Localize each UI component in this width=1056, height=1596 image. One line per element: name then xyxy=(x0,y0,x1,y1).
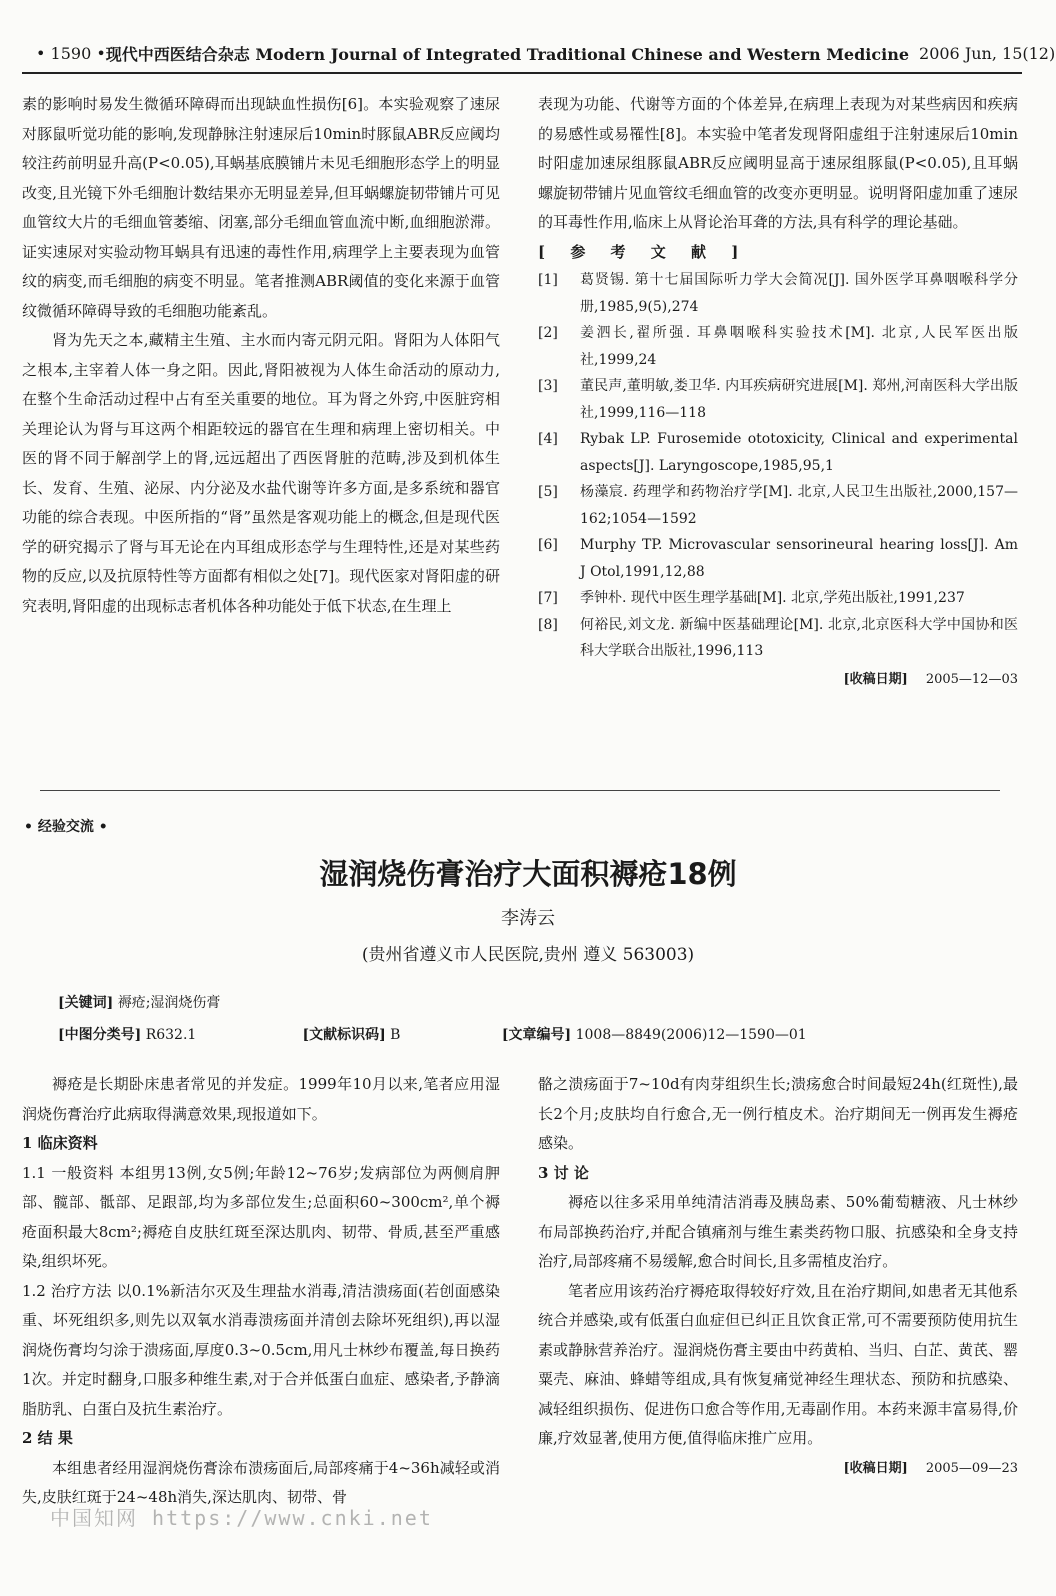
watermark: 中国知网 https://www.cnki.net xyxy=(50,1506,433,1530)
doc-label: [文献标识码] xyxy=(302,1027,386,1043)
reference-item xyxy=(538,320,1018,373)
article-title: 湿润烧伤膏治疗大面积褥疮18例 xyxy=(319,857,737,891)
reference-item xyxy=(538,479,1018,532)
reference-item xyxy=(538,373,1018,426)
classification-line xyxy=(58,1024,958,1044)
page-number: • 1590 • xyxy=(36,43,106,63)
reference-item xyxy=(538,267,1018,320)
reference-item xyxy=(538,612,1018,665)
journal-title: 现代中西医结合杂志 Modern Journal of Integrated Traditional Chinese and Western Medicine xyxy=(105,44,910,64)
heading-clinical-data: 1 临床资料 xyxy=(22,1134,98,1152)
received-date-line xyxy=(538,665,1018,695)
keywords-line xyxy=(58,992,220,1012)
author: 李涛云 xyxy=(501,908,555,929)
reference-text: 何裕民,刘文龙. 新编中医基础理论[M]. 北京,北京医科大学中国协和医科大学联合出版社,1996,113 xyxy=(580,616,1018,659)
results-paragraph: 本组患者经用湿润烧伤膏涂布溃疡面后,局部疼痛于4~36h减轻或消失,皮肤红斑于24~48h消失,深达肌肉、韧带、骨 xyxy=(22,1458,500,1506)
article-number-label: [文章编号] xyxy=(501,1027,572,1043)
reference-text: Rybak LP. Furosemide ototoxicity, Clinical and experimental aspects[J]. Laryngoscope,1985,95,1 xyxy=(580,431,1018,474)
reference-text: 季钟朴. 现代中医生理学基础[M]. 北京,学苑出版社,1991,237 xyxy=(580,590,965,606)
reference-item xyxy=(538,532,1018,585)
prev-paragraph: 素的影响时易发生微循环障碍而出现缺血性损伤[6]。本实验观察了速尿对豚鼠听觉功能的影响,发现静脉注射速尿后10min时豚鼠ABR反应阈均较注药前明显升高(P<0.05),耳蜗基底膜铺片未见毛细胞形态学上的明显改变,且光镜下外毛细胞计数结果亦无明显差异,但耳蜗螺旋韧带铺片可见血管纹大片的毛细血管萎缩、闭塞,部分毛细血管血流中断,血细胞淤滞。证实速尿对实验动物耳蜗具有迅速的毒性作用,病理学上主要表现为血管纹的病变,而毛细胞的病变不明显。笔者推测ABR阈值的变化来源于血管纹微循环障碍导致的毛细胞功能紊乱。 xyxy=(22,95,500,320)
received-date: 2005—09—23 xyxy=(925,1460,1018,1476)
prev-paragraph: 表现为功能、代谢等方面的个体差异,在病理上表现为对某些病因和疾病的易感性或易罹性[8]。本实验中笔者发现肾阳虚组于注射速尿后10min时阳虚加速尿组豚鼠ABR反应阈明显高于速尿组豚鼠(P<0.05),且耳蜗螺旋韧带铺片见血管纹毛细血管的改变亦更明显。说明肾阳虚加重了速尿的耳毒性作用,临床上从肾论治耳聋的方法,具有科学的理论基础。 xyxy=(538,95,1019,231)
reference-number: [6] xyxy=(538,537,558,553)
discussion-paragraph: 褥疮以往多采用单纯清洁消毒及胰岛素、50%葡萄糖液、凡士林纱布局部换药治疗,并配合镇痛剂与维生素类药物口服、抗感染和全身支持治疗,局部疼痛不易缓解,愈合时间长,且多需植皮治疗。 xyxy=(538,1193,1018,1270)
prev-article-left-column xyxy=(22,90,500,621)
article-right-column xyxy=(538,1070,1018,1483)
references-heading: [ 参 考 文 献 ] xyxy=(538,242,749,261)
prev-paragraph: 肾为先天之本,藏精主生殖、主水而内寄元阴元阳。肾阳为人体阳气之根本,主宰着人体一身之阳。因此,肾阳被视为人体生命活动的原动力,在整个生命活动过程中占有至关重要的地位。耳为肾之外窍,中医脏窍相关理论认为肾与耳这两个相距较远的器官在生理和病理上密切相关。中医的肾不同于解剖学上的肾,远远超出了西医肾脏的范畴,涉及到机体生长、发育、生殖、泌尿、内分泌及水盐代谢等许多方面,是多系统和器官功能的综合表现。中医所指的“肾”虽然是客观功能上的概念,但是现代医学的研究揭示了肾与耳无论在内耳组成形态学与生理特性,还是对某些药物的反应,以及抗原特性等方面都有相似之处[7]。现代医家对肾阳虚的研究表明,肾阳虚的出现标志者机体各种功能处于低下状态,在生理上 xyxy=(22,331,500,615)
header-rule xyxy=(22,72,1022,74)
heading-results: 2 结 果 xyxy=(22,1429,73,1447)
article-divider xyxy=(40,790,1000,791)
reference-text: 董民声,董明敏,娄卫华. 内耳疾病研究进展[M]. 郑州,河南医科大学出版社,1999,116—118 xyxy=(580,378,1018,421)
reference-list xyxy=(538,267,1018,665)
treatment-paragraph: 1.2 治疗方法 以0.1%新洁尔灭及生理盐水消毒,清洁溃疡面(若创面感染重、坏死组织多,则先以双氧水消毒溃疡面并清创去除坏死组织),再以湿润烧伤膏均匀涂于溃疡面,厚度0.3~0.5cm,用凡士林纱布覆盖,每日换药1次。并定时翻身,口服多种维生素,对于合并低蛋白血症、感染者,予静滴脂肪乳、白蛋白及抗生素治疗。 xyxy=(22,1281,500,1418)
reference-number: [1] xyxy=(538,272,558,288)
keywords-label: [关键词] xyxy=(58,995,114,1011)
affiliation: (贵州省遵义市人民医院,贵州 遵义 563003) xyxy=(361,945,695,965)
issue-date: 2006 Jun, 15(12) xyxy=(919,43,1056,63)
reference-text: 杨藻宸. 药理学和药物治疗学[M]. 北京,人民卫生出版社,2000,157—162;1054—1592 xyxy=(580,484,1018,527)
running-header xyxy=(28,36,1056,70)
clc-label: [中图分类号] xyxy=(58,1027,142,1043)
heading-discussion: 3 讨 论 xyxy=(538,1163,589,1182)
reference-text: 葛贤锡. 第十七届国际听力学大会简况[J]. 国外医学耳鼻咽喉科学分册,1985,9(5),274 xyxy=(580,272,1018,315)
reference-number: [3] xyxy=(538,378,558,394)
received-label: [收稿日期] xyxy=(843,671,908,687)
keywords: 褥疮;湿润烧伤膏 xyxy=(117,995,221,1011)
reference-number: [8] xyxy=(538,616,558,633)
reference-item xyxy=(538,426,1018,479)
received-label: [收稿日期] xyxy=(843,1460,908,1476)
clc-value: R632.1 xyxy=(145,1027,197,1043)
reference-number: [7] xyxy=(538,590,558,606)
results-continued: 骼之溃疡面于7~10d有肉芽组织生长;溃疡愈合时间最短24h(红斑性),最长2个月;皮肤均自行愈合,无一例行植皮术。治疗期间无一例再发生褥疮感染。 xyxy=(538,1075,1018,1152)
reference-number: [2] xyxy=(538,325,558,341)
doc-value: B xyxy=(390,1027,401,1043)
reference-number: [4] xyxy=(538,431,558,447)
reference-text: 姜泗长,翟所强. 耳鼻咽喉科实验技术[M]. 北京,人民军医出版社,1999,24 xyxy=(580,325,1018,368)
article-number: 1008—8849(2006)12—1590—01 xyxy=(575,1027,807,1043)
discussion-paragraph: 笔者应用该药治疗褥疮取得较好疗效,且在治疗期间,如患者无其他系统合并感染,或有低蛋白血症但已纠正且饮食正常,可不需要预防使用抗生素或静脉营养治疗。湿润烧伤膏主要由中药黄柏、当归、白芷、黄芪、罂粟壳、麻油、蜂蜡等组成,具有恢复痛觉神经生理状态、预防和抗感染、减轻组织损伤、促进伤口愈合等作用,无毒副作用。本药来源丰富易得,价廉,疗效显著,使用方便,值得临床推广应用。 xyxy=(538,1281,1019,1447)
general-data-paragraph: 1.1 一般资料 本组男13例,女5例;年龄12~76岁;发病部位为两侧肩胛部、髋部、骶部、足跟部,均为多部位发生;总面积60~300cm²,单个褥疮面积最大8cm²;褥疮自皮肤红斑至深达肌肉、韧带、骨质,甚至严重感染,组织坏死。 xyxy=(22,1163,500,1270)
reference-text: Murphy TP. Microvascular sensorineural hearing loss[J]. Am J Otol,1991,12,88 xyxy=(580,537,1018,580)
received-date: 2005—12—03 xyxy=(925,671,1018,687)
reference-number: [5] xyxy=(538,484,558,500)
received-date-line xyxy=(538,1454,1018,1484)
prev-article-right-column xyxy=(538,90,1018,694)
reference-item xyxy=(538,585,1018,612)
section-label: • 经验交流 • xyxy=(24,819,108,835)
intro-paragraph: 褥疮是长期卧床患者常见的并发症。1999年10月以来,笔者应用湿润烧伤膏治疗此病取得满意效果,现报道如下。 xyxy=(22,1075,500,1123)
